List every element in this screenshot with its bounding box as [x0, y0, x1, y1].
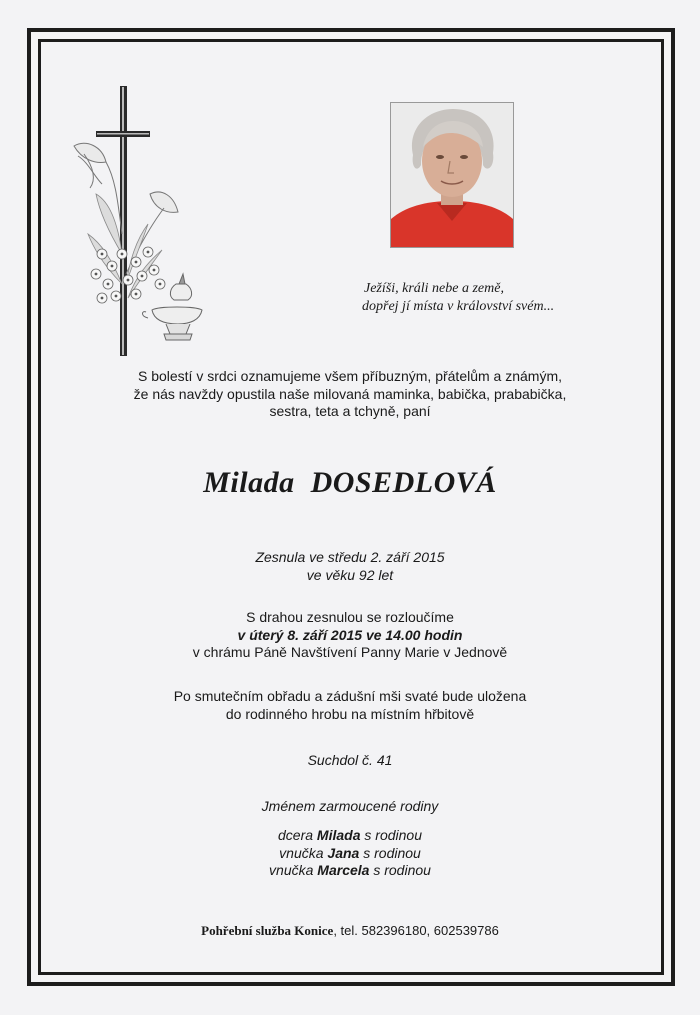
family-relation: vnučka: [279, 844, 324, 861]
family-relation: vnučka: [269, 862, 314, 878]
flower-bouquet-icon: [91, 247, 165, 303]
deceased-last-name: DOSEDLOVÁ: [310, 466, 497, 499]
oil-lamp-icon: [143, 274, 203, 340]
farewell-line-1: S drahou zesnulou se rozloučíme: [246, 609, 454, 625]
announcement-line-2: že nás navždy opustila naše milovaná maminka, babička, prababička,: [133, 385, 567, 402]
family-suffix: s rodinou: [373, 862, 431, 878]
family-member-name: Jana: [327, 844, 360, 861]
verse-line-1: Ježíši, králi nebe a země,: [364, 281, 504, 296]
family-suffix: s rodinou: [364, 827, 422, 843]
verse-line-2: dopřej jí místa v království svém...: [362, 299, 555, 314]
announcement-line-1: S bolestí v srdci oznamujeme všem příbuzným, přátelům a známým,: [137, 368, 563, 384]
portrait-icon: [391, 103, 513, 247]
funeral-service-phone: , tel. 582396180, 602539786: [333, 923, 499, 938]
family-suffix: s rodinou: [363, 844, 421, 861]
family-relation: dcera: [278, 827, 314, 843]
cross-icon: [96, 86, 150, 356]
announcement-line-3: sestra, teta a tchyně, paní: [269, 403, 431, 419]
death-line-1: Zesnula ve středu 2. září 2015: [255, 549, 445, 565]
farewell-date-time: v úterý 8. září 2015 ve 14.00 hodin: [237, 626, 463, 643]
family-member-3: [0, 862, 700, 880]
family-intro: Jménem zarmoucené rodiny: [261, 798, 439, 814]
burial-line-2: do rodinného hrobu na místním hřbitově: [225, 705, 475, 722]
family-member-2: [0, 845, 700, 863]
cross-flowers-illustration: [66, 84, 206, 359]
farewell-line-3: v chrámu Páně Navštívení Panny Marie v Jednově: [192, 644, 508, 660]
verse: [362, 280, 592, 316]
address: Suchdol č. 41: [307, 752, 393, 768]
death-line-2: ve věku 92 let: [306, 566, 394, 583]
funeral-service-name: Pohřební služba Konice: [201, 923, 334, 938]
portrait-photo: [390, 102, 514, 248]
family-member-name: Milada: [316, 827, 361, 843]
footer-funeral-service: [0, 922, 700, 940]
burial-line-1: Po smutečním obřadu a zádušní mši svaté bude uložena: [173, 688, 527, 704]
family-member-name: Marcela: [317, 862, 370, 878]
family-member-1: [0, 827, 700, 845]
deceased-first-name: Milada: [203, 466, 295, 499]
deceased-name: [0, 466, 700, 500]
